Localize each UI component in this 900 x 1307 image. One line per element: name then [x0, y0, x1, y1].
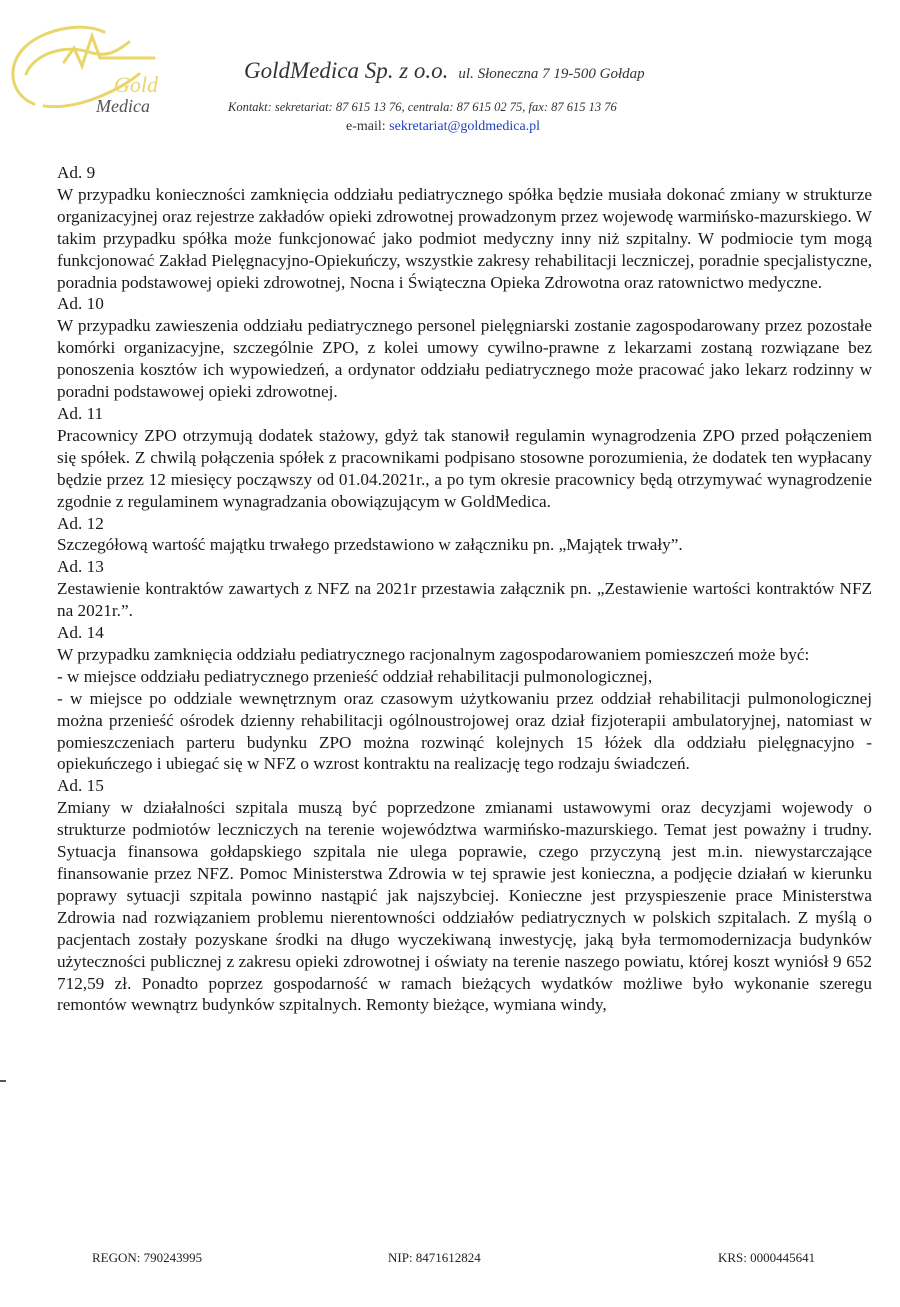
section-text-ad11: Pracownicy ZPO otrzymują dodatek stażowy, gdyż tak stanowił regulamin wynagrodzenia ZPO przed połączeniem się spółek. Z chwilą połączenia spółek z pracownikami podpisano stosowne porozumienia, że dodatek ten wypłacany będzie przez 12 miesięcy począwszy od 01.04.2021r., a po tym okresie pracownicy będą otrzymywać wynagrodzenie zgodnie z regulaminem wynagradzania obowiązującym w GoldMedica.	[57, 425, 872, 511]
section-heading-ad14: Ad. 14	[57, 623, 104, 643]
company-name: GoldMedica Sp. z o.o.	[244, 58, 449, 83]
logo-text-gold: Gold	[114, 72, 158, 97]
logo-text-medica: Medica	[96, 96, 150, 114]
margin-mark	[0, 1080, 6, 1082]
section-text-ad10: W przypadku zawieszenia oddziału pediatrycznego personel pielęgniarski zostanie zagospodarowany przez pozostałe komórki organizacyjne, szczególnie ZPO, z kolei umowy cywilno-prawne z lekarzami zostaną rozwiązane bez ponoszenia kosztów ich wypowiedzeń, a ordynator oddziału pediatrycznego może pracować jako lekarz rodzinny w poradni podstawowej opieki zdrowotnej.	[57, 316, 872, 402]
section-heading-ad15: Ad. 15	[57, 776, 104, 796]
section-text-ad15: Zmiany w działalności szpitala muszą być poprzedzone zmianami ustawowymi oraz decyzjami wojewody o strukturze podmiotów leczniczych na terenie województwa warmińsko-mazurskiego. Temat jest poważny i trudny. Sytuacja finansowa gołdapskiego szpitala nie ulega poprawie, czego przyczyną jest m.in. niewystarczające finansowanie przez NFZ. Pomoc Ministerstwa Zdrowia w tej sprawie jest konieczna, a podjęcie działań w kierunku poprawy sytuacji szpitala powinno nastąpić jak najszybciej. Konieczne jest przyspieszenie prace Ministerstwa Zdrowia nad rozwiązaniem problemu nierentowności oddziałów pediatrycznych w polskich szpitalach. Z myślą o pacjentach zostały pozyskane środki na długo wyczekiwaną inwestycję, jaką była termomodernizacja budynków użyteczności publicznej z zakresu opieki zdrowotnej i oświaty na terenie naszego powiatu, której koszt wyniósł 9 652 712,59 zł. Ponadto poprzez gospodarność w ramach bieżących wydatków możliwe było wykonanie szeregu remontów wewnątrz budynków szpitalnych. Remonty bieżące, wymiana windy,	[57, 798, 872, 1015]
company-address: ul. Słoneczna 7 19-500 Gołdap	[458, 66, 645, 82]
email-label: e-mail:	[346, 119, 386, 134]
section-text-ad9: W przypadku konieczności zamknięcia oddziału pediatrycznego spółka będzie musiała dokonać zmiany w strukturze organizacyjnej oraz rejestrze zakładów opieki zdrowotnej prowadzonym przez wojewodę warmińsko-mazurskiego. W takim przypadku spółka może funkcjonować jako podmiot medyczny inny niż szpitalny. W podmiocie tym mogą funkcjonować Zakład Pielęgnacyjno-Opiekuńczy, wszystkie zakresy rehabilitacji leczniczej, poradnie specjalistyczne, poradnia podstawowej opieki zdrowotnej, Nocna i Świąteczna Opieka Zdrowotna oraz ratownictwo medyczne.	[57, 184, 872, 292]
goldmedica-logo	[4, 14, 164, 114]
footer-krs: KRS: 0000445641	[718, 1250, 816, 1265]
company-line	[244, 58, 645, 84]
section-text-ad12: Szczegółową wartość majątku trwałego przedstawiono w załączniku pn. „Majątek trwały”.	[57, 535, 683, 555]
section-heading-ad13: Ad. 13	[57, 557, 104, 577]
list-item: - w miejsce oddziału pediatrycznego przenieść oddział rehabilitacji pulmonologicznej,	[57, 666, 653, 686]
email-line	[346, 119, 540, 135]
document-body	[57, 162, 872, 1016]
section-heading-ad12: Ad. 12	[57, 513, 104, 533]
section-text-ad13: Zestawienie kontraktów zawartych z NFZ na 2021r przestawia załącznik pn. „Zestawienie wartości kontraktów NFZ na 2021r.”.	[57, 579, 872, 621]
section-heading-ad10: Ad. 10	[57, 294, 104, 314]
section-heading-ad11: Ad. 11	[57, 403, 104, 423]
email-link[interactable]: sekretariat@goldmedica.pl	[389, 119, 541, 134]
footer-nip: NIP: 8471612824	[388, 1250, 481, 1265]
section-heading-ad9: Ad. 9	[57, 163, 96, 182]
section-text-ad14: W przypadku zamknięcia oddziału pediatrycznego racjonalnym zagospodarowaniem pomieszczeń może być:	[57, 644, 810, 664]
contact-info: Kontakt: sekretariat: 87 615 13 76, centrala: 87 615 02 75, fax: 87 615 13 76	[228, 100, 617, 114]
footer-regon: REGON: 790243995	[92, 1250, 203, 1265]
list-item: - w miejsce po oddziale wewnętrznym oraz czasowym użytkowaniu przez oddział rehabilitacji pulmonologicznej można przenieść ośrodek dzienny rehabilitacji ogólnoustrojowej oraz dział fizjoterapii ambulatoryjnej, natomiast w pomieszczeniach parteru budynku ZPO można rozwinąć kolejnych 15 łóżek dla oddziału pielęgnacyjno -opiekuńczego i ubiegać się w NFZ o wzrost kontraktu na realizację tego rodzaju świadczeń.	[57, 688, 872, 774]
